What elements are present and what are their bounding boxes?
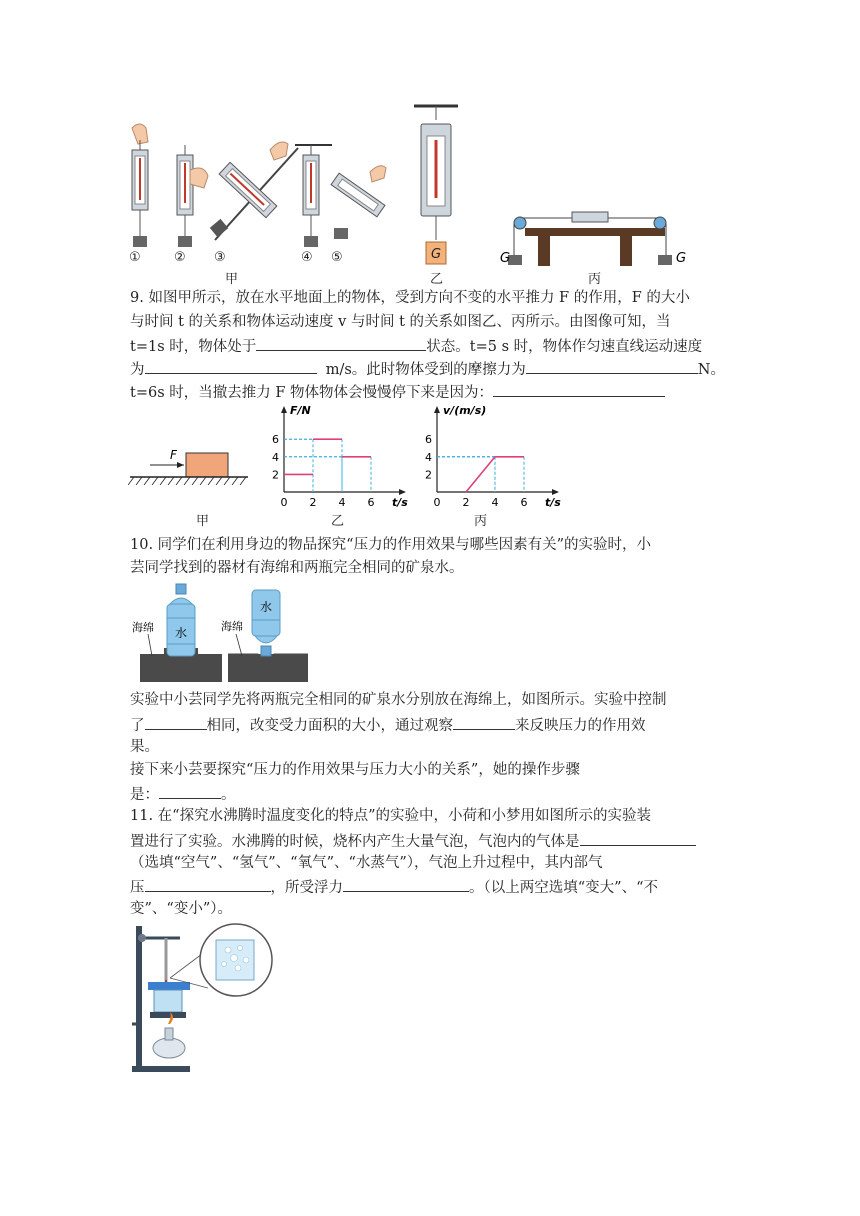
q11-line-4b: ，所受浮力 (270, 880, 343, 896)
q9-line-3a: t=1s 时，物体处于 (130, 339, 257, 355)
q10-line-6: 接下来小芸要探究“压力的作用效果与压力大小的关系”，她的操作步骤 (130, 762, 580, 778)
label-bing-q9: 丙 (474, 514, 488, 529)
spring-scale-3 (210, 142, 298, 240)
blank-procedure[interactable] (159, 783, 221, 799)
blank-gas[interactable] (580, 830, 696, 846)
sponge-label-right: 海绵 (221, 620, 243, 633)
x-axis-arrow (399, 489, 406, 495)
spring-scale-4 (295, 145, 332, 247)
spring-scale-5 (331, 166, 386, 239)
q10-line-7a: 是： (130, 787, 159, 803)
q10-sponge-figure (128, 582, 313, 686)
force-F-label: F (170, 448, 177, 462)
q9-line-2: 与时间 t 的关系和物体运动速度 v 与时间 t 的关系如图乙、丙所示。由图像可知，当 (130, 314, 671, 330)
q10-line-5: 果。 (130, 739, 159, 755)
q10-line-4c: 来反映压力的作用效 (515, 718, 646, 734)
label-jia-top: 甲 (225, 272, 239, 287)
boiling-apparatus-figure (128, 920, 276, 1075)
y-axis-label: v/(m/s) (443, 404, 487, 417)
weight-G-label: G (430, 247, 442, 262)
label-bing-top: 丙 (588, 272, 602, 287)
y-axis-arrow (281, 406, 287, 413)
x-tick-label: 2 (462, 496, 470, 509)
x-axis-label: t/s (392, 496, 408, 509)
q11-line-1: 11. 在“探究水沸腾时温度变化的特点”的实验中，小荷和小梦用如图所示的实验装 (130, 808, 651, 824)
y-tick-label: 2 (272, 468, 279, 482)
blank-observation[interactable] (453, 714, 515, 730)
q9-line-3 (130, 335, 702, 357)
y-tick-label: 4 (272, 450, 279, 464)
q11-line-2 (130, 830, 696, 852)
y-tick-label: 4 (425, 450, 432, 464)
label-yi-q9: 乙 (331, 514, 345, 529)
q10-line-7b: 。 (221, 787, 236, 803)
q11-line-2-text: 置进行了实验。水沸腾的时候，烧杯内产生大量气泡，气泡内的气体是 (130, 834, 580, 850)
bottle-upright (167, 584, 195, 656)
q9-line-4 (130, 358, 725, 380)
x-tick-label: 4 (491, 496, 499, 509)
q10-line-2: 芸同学找到的器材有海绵和两瓶完全相同的矿泉水。 (130, 560, 464, 576)
blank-state[interactable] (256, 335, 426, 351)
chart-force-time (262, 400, 412, 510)
x-tick-label: 2 (309, 496, 317, 509)
q10-line-4b: 相同，改变受力面积的大小，通过观察 (206, 718, 453, 734)
circled-5: ⑤ (331, 250, 343, 265)
spring-scale-1 (132, 124, 148, 247)
x-axis-arrow (552, 489, 559, 495)
y-tick-label: 6 (272, 433, 279, 447)
circled-2: ② (174, 250, 186, 265)
bottle-inverted (252, 590, 280, 656)
circled-1: ① (129, 250, 141, 265)
circled-4: ④ (301, 250, 313, 265)
blank-reason[interactable] (493, 381, 665, 397)
chart-velocity-time (415, 400, 565, 510)
spring-scale-figure (120, 100, 700, 285)
x-tick-label: 4 (338, 496, 346, 509)
circled-3: ③ (214, 250, 226, 265)
spring-scale-2 (177, 145, 208, 247)
blank-friction[interactable] (526, 358, 698, 374)
q10-line-3: 实验中小芸同学先将两瓶完全相同的矿泉水分别放在海绵上，如图所示。实验中控制 (130, 692, 667, 708)
label-jia-q9: 甲 (196, 514, 210, 529)
x-tick-label: 0 (433, 496, 441, 509)
spring-scale-yi (414, 106, 458, 264)
q9-line-1: 9. 如图甲所示，放在水平地面上的物体，受到方向不变的水平推力 F 的作用，F 的大小 (130, 290, 690, 306)
q10-line-4 (130, 714, 646, 736)
q9-fig-jia (128, 445, 253, 495)
weight-G-right: G (676, 251, 687, 266)
q9-line-5-text: t=6s 时，当撤去推力 F 物体物体会慢慢停下来是因为： (130, 385, 494, 401)
q10-line-7 (130, 783, 236, 805)
q11-line-4c: 。（以上两空选填“变大”、“不 (469, 880, 658, 896)
sponge-left (140, 654, 222, 682)
water-label-left: 水 (174, 626, 188, 640)
q9-line-4c: N。 (697, 362, 725, 378)
x-axis-label: t/s (545, 496, 561, 509)
sponge-label-left: 海绵 (132, 621, 154, 634)
q10-line-1: 10. 同学们在利用身边的物品探究“压力的作用效果与哪些因素有关”的实验时，小 (130, 537, 651, 553)
label-yi-top: 乙 (430, 272, 444, 287)
blank-buoyancy[interactable] (343, 876, 469, 892)
q11-line-3: （选填“空气”、“氢气”、“氧气”、“水蒸气”），气泡上升过程中，其内部气 (130, 855, 603, 871)
q9-line-3b: 状态。t=5 s 时，物体作匀速直线运动速度 (426, 339, 703, 355)
blank-controlled-variable[interactable] (145, 714, 207, 730)
series-segment-1 (466, 457, 495, 492)
weight-G-left: G (500, 251, 511, 266)
x-tick-label: 0 (280, 496, 288, 509)
blank-pressure[interactable] (145, 876, 271, 892)
x-tick-label: 6 (520, 496, 528, 509)
x-tick-label: 6 (367, 496, 375, 509)
table-setup-bing (500, 212, 686, 266)
q11-line-5: 变”、“变小”）。 (130, 901, 232, 917)
box (186, 453, 228, 477)
water-label-right: 水 (259, 600, 273, 614)
q9-line-4a: 为 (130, 362, 145, 378)
q11-line-4 (130, 876, 658, 898)
y-axis-label: F/N (290, 404, 311, 417)
q10-line-4a: 了 (130, 718, 145, 734)
y-tick-label: 2 (425, 468, 432, 482)
blank-speed[interactable] (145, 358, 317, 374)
q11-line-4a: 压 (130, 880, 145, 896)
y-axis-arrow (434, 406, 440, 413)
y-tick-label: 6 (425, 433, 432, 447)
q9-line-4b: m/s。此时物体受到的摩擦力为 (325, 362, 526, 378)
